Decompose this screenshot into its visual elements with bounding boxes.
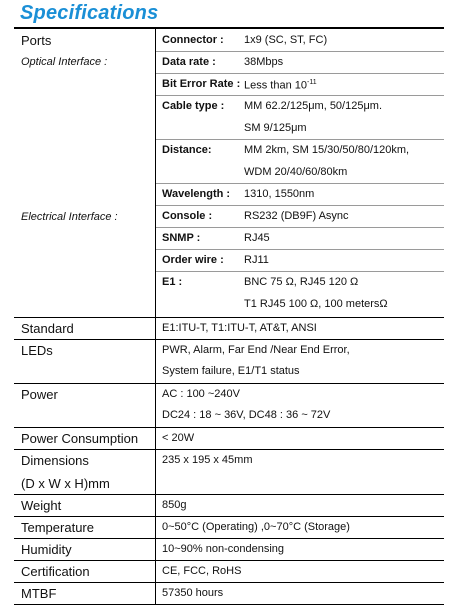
wavelength-key: Wavelength : (162, 188, 231, 200)
weight-value: 850g (162, 499, 187, 511)
ber-value-text: Less than 10 (244, 79, 307, 92)
row-separator (156, 183, 444, 184)
row-separator (156, 227, 444, 228)
connector-key: Connector : (162, 34, 224, 46)
mtbf-value: 57350 hours (162, 587, 224, 599)
power-value-1: AC : 100 ~240V (162, 388, 240, 400)
top-rule (14, 27, 444, 29)
row-rule (14, 560, 444, 561)
dimensions-key-1: Dimensions (21, 453, 89, 468)
connector-value: 1x9 (SC, ST, FC) (244, 34, 328, 46)
row-rule (14, 516, 444, 517)
weight-key: Weight (21, 498, 62, 513)
humidity-key: Humidity (21, 542, 72, 557)
order-wire-value: RJ11 (244, 254, 269, 266)
row-rule (14, 339, 444, 340)
e1-value-1: BNC 75 Ω, RJ45 120 Ω (244, 276, 359, 288)
row-rule (14, 317, 444, 318)
order-wire-key: Order wire : (162, 254, 224, 266)
ber-key: Bit Error Rate : (162, 78, 241, 90)
electrical-interface-label: Electrical Interface : (21, 211, 118, 223)
row-separator (156, 95, 444, 96)
standard-key: Standard (21, 321, 74, 336)
row-separator (156, 249, 444, 250)
snmp-key: SNMP : (162, 232, 201, 244)
data-rate-key: Data rate : (162, 56, 216, 68)
row-rule (14, 538, 444, 539)
row-separator (156, 271, 444, 272)
power-consumption-key: Power Consumption (21, 431, 139, 446)
dimensions-key-2: (D x W x H)mm (21, 476, 110, 491)
ports-label: Ports (21, 33, 52, 48)
row-separator (156, 205, 444, 206)
mtbf-key: MTBF (21, 586, 57, 601)
column-divider (155, 28, 156, 604)
data-rate-value: 38Mbps (244, 56, 284, 68)
console-value: RS232 (DB9F) Async (244, 210, 349, 222)
standard-value: E1:ITU-T, T1:ITU-T, AT&T, ANSI (162, 322, 317, 334)
row-rule (14, 383, 444, 384)
row-rule (14, 582, 444, 583)
power-consumption-value: < 20W (162, 432, 195, 444)
humidity-value: 10~90% non-condensing (162, 543, 285, 555)
row-rule (14, 427, 444, 428)
page-title: Specifications (20, 2, 159, 24)
cable-type-value-2: SM 9/125μm (244, 122, 307, 134)
cable-type-key: Cable type : (162, 100, 225, 112)
leds-value-2: System failure, E1/T1 status (162, 365, 300, 377)
row-rule (14, 449, 444, 450)
row-separator (156, 73, 444, 74)
power-key: Power (21, 387, 58, 402)
row-separator (156, 51, 444, 52)
ber-exponent: -11 (307, 79, 317, 86)
certification-key: Certification (21, 564, 90, 579)
row-separator (156, 139, 444, 140)
temperature-key: Temperature (21, 520, 94, 535)
ber-value (244, 79, 317, 92)
row-rule (14, 494, 444, 495)
console-key: Console : (162, 210, 213, 222)
bottom-rule (14, 604, 444, 605)
leds-value-1: PWR, Alarm, Far End /Near End Error, (162, 344, 350, 356)
cable-type-value-1: MM 62.2/125μm, 50/125μm. (244, 100, 383, 112)
distance-key: Distance: (162, 144, 212, 156)
distance-value-2: WDM 20/40/60/80km (244, 166, 348, 178)
temperature-value: 0~50°C (Operating) ,0~70°C (Storage) (162, 521, 350, 533)
certification-value: CE, FCC, RoHS (162, 565, 242, 577)
distance-value-1: MM 2km, SM 15/30/50/80/120km, (244, 144, 410, 156)
power-value-2: DC24 : 18 ~ 36V, DC48 : 36 ~ 72V (162, 409, 331, 421)
e1-value-2: T1 RJ45 100 Ω, 100 metersΩ (244, 298, 388, 310)
wavelength-value: 1310, 1550nm (244, 188, 315, 200)
optical-interface-label: Optical Interface : (21, 56, 108, 68)
dimensions-value: 235 x 195 x 45mm (162, 454, 253, 466)
leds-key: LEDs (21, 343, 53, 358)
snmp-value: RJ45 (244, 232, 270, 244)
e1-key: E1 : (162, 276, 183, 288)
